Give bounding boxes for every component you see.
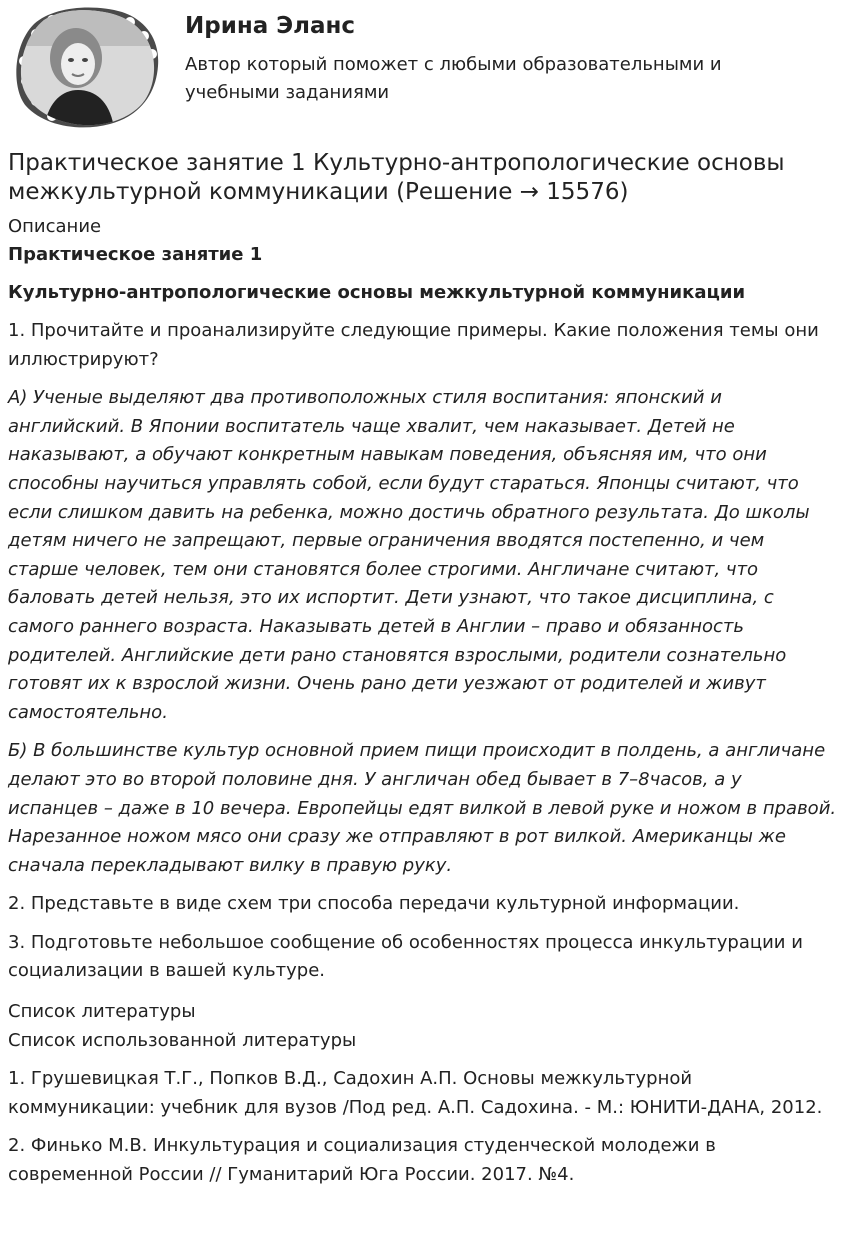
task-3: 3. Подготовьте небольшое сообщение об особенностях процесса инкультурации и социализации в вашей культуре. xyxy=(8,931,803,982)
task-1: 1. Прочитайте и проанализируйте следующие примеры. Какие положения темы они иллюстрируют? xyxy=(8,320,819,370)
subtitle-topic: Культурно-антропологические основы межкультурной коммуникации xyxy=(8,282,746,303)
example-a: А) Ученые выделяют два противоположных стиля воспитания: японский и английский. В Японии воспитатель чаще хвалит, чем наказывает. Детей не наказывают, а обучают конкретным навыкам поведения, объясняя им, что они способны научиться управлять собой, если будут стараться. Японцы считают, что если слишком давить на ребенка, можно достичь обратного результата. До школы детям ничего не запрещают, первые ограничения вводятся постепенно, и чем старше человек, тем они становятся более строгими. Англичане считают, что баловать детей нельзя, это их испортит. Дети узнают, что такое дисциплина, с самого раннего возраста. Наказывать детей в Англии – право и обязанность родителей. Английские дети рано становятся взрослыми, родители сознательно готовят их к взрослой жизни. Очень рано дети уезжают от родителей и живут самостоятельно. xyxy=(8,387,810,723)
literature-label: Список литературы xyxy=(8,1001,196,1023)
page-title: Практическое занятие 1 Культурно-антропологические основы межкультурной коммуникации (Решение → 15576) xyxy=(8,150,785,205)
reference-item: 2. Финько М.В. Инкультурация и социализация студенческой молодежи в современной России // Гуманитарий Юга России. 2017. №4. xyxy=(8,1135,716,1186)
avatar[interactable] xyxy=(14,6,160,128)
task-2: 2. Представьте в виде схем три способа передачи культурной информации. xyxy=(8,893,740,915)
author-header xyxy=(8,0,837,135)
author-name[interactable]: Ирина Эланс xyxy=(185,13,356,39)
literature-heading: Список использованной литературы xyxy=(8,1029,357,1051)
example-b: Б) В большинстве культур основной прием пищи происходит в полдень, а англичане делают это во второй половине дня. У англичан обед бывает в 7–8часов, а у испанцев – даже в 10 вечера. Европейцы едят вилкой в левой руке и ножом в правой. Нарезанное ножом мясо они сразу же отправляют в рот вилкой. Американцы же сначала перекладывают вилку в правую руку. xyxy=(8,740,837,876)
subtitle-lesson: Практическое занятие 1 xyxy=(8,244,263,265)
author-description: Автор который поможет с любыми образовательными и учебными заданиями xyxy=(185,54,722,103)
reference-item: 1. Грушевицкая Т.Г., Попков В.Д., Садохин А.П. Основы межкультурной коммуникации: учебник для вузов /Под ред. А.П. Садохина. - М.: ЮНИТИ-ДАНА, 2012. xyxy=(8,1068,823,1118)
description-label: Описание xyxy=(8,216,102,237)
